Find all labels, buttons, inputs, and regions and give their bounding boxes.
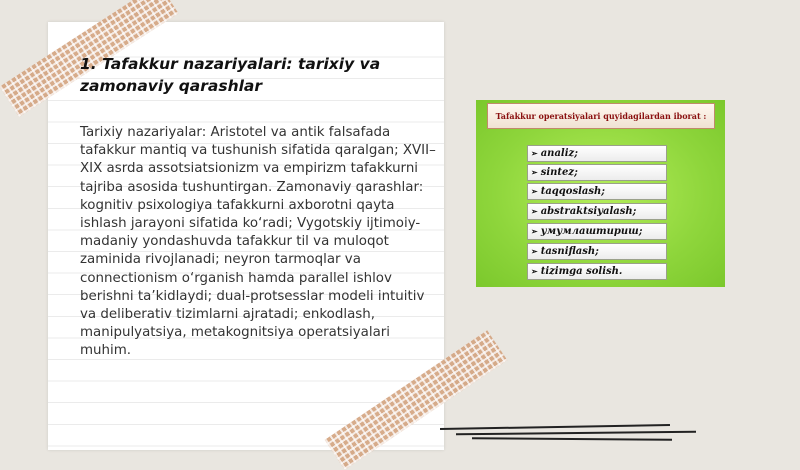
arrow-bullet-icon: ➢ <box>531 186 538 196</box>
arrow-bullet-icon: ➢ <box>531 246 538 256</box>
list-item: ➢ tasniflash; <box>527 243 667 260</box>
slide-title: 1. Tafakkur nazariyalari: tarixiy va zamonaviy qarashlar <box>80 55 381 95</box>
list-item: ➢ taqqoslash; <box>527 183 667 200</box>
arrow-bullet-icon: ➢ <box>531 206 538 216</box>
arrow-bullet-icon: ➢ <box>531 266 538 276</box>
arrow-bullet-icon: ➢ <box>531 226 538 236</box>
decorative-line <box>472 437 672 440</box>
list-item: ➢ умумлаштириш; <box>527 223 667 240</box>
decorative-line <box>456 431 696 436</box>
arrow-bullet-icon: ➢ <box>531 148 538 158</box>
list-item: ➢ sintez; <box>527 164 667 181</box>
list-item: ➢ abstraktsiyalash; <box>527 203 667 220</box>
decorative-line <box>440 424 670 430</box>
list-item: ➢ analiz; <box>527 145 667 162</box>
slide-body-text: Tarixiy nazariyalar: Aristotel va antik falsafada tafakkur mantiq va tushunish sifatida qaralgan; XVII–XIX asrda assotsiatsionizm va empirizm tafakkurni tajriba asosida tushuntirgan. Zamonaviy qarashlar: kognitiv psixologiya tafakkurni axborotni qayta ishlash jarayoni sifatida ko‘radi; Vygotskiy ijtimoiy-madaniy yondashuvda tafakkur til va muloqot zaminida rivojlanadi; neyron tarmoqlar va connectionism o‘rganish hamda parallel ishlov berishni ta’kidlaydi; dual-protsesslar modeli intuitiv va deliberativ tizimlarni ajratadi; enkodlash, manipulyatsiya, metakognitsiya operatsiyalari muhim. <box>80 125 436 359</box>
list-item: ➢ tizimga solish. <box>527 263 667 280</box>
arrow-bullet-icon: ➢ <box>531 167 538 177</box>
operations-header: Tafakkur operatsiyalari quyidagilardan iborat : <box>487 103 715 129</box>
